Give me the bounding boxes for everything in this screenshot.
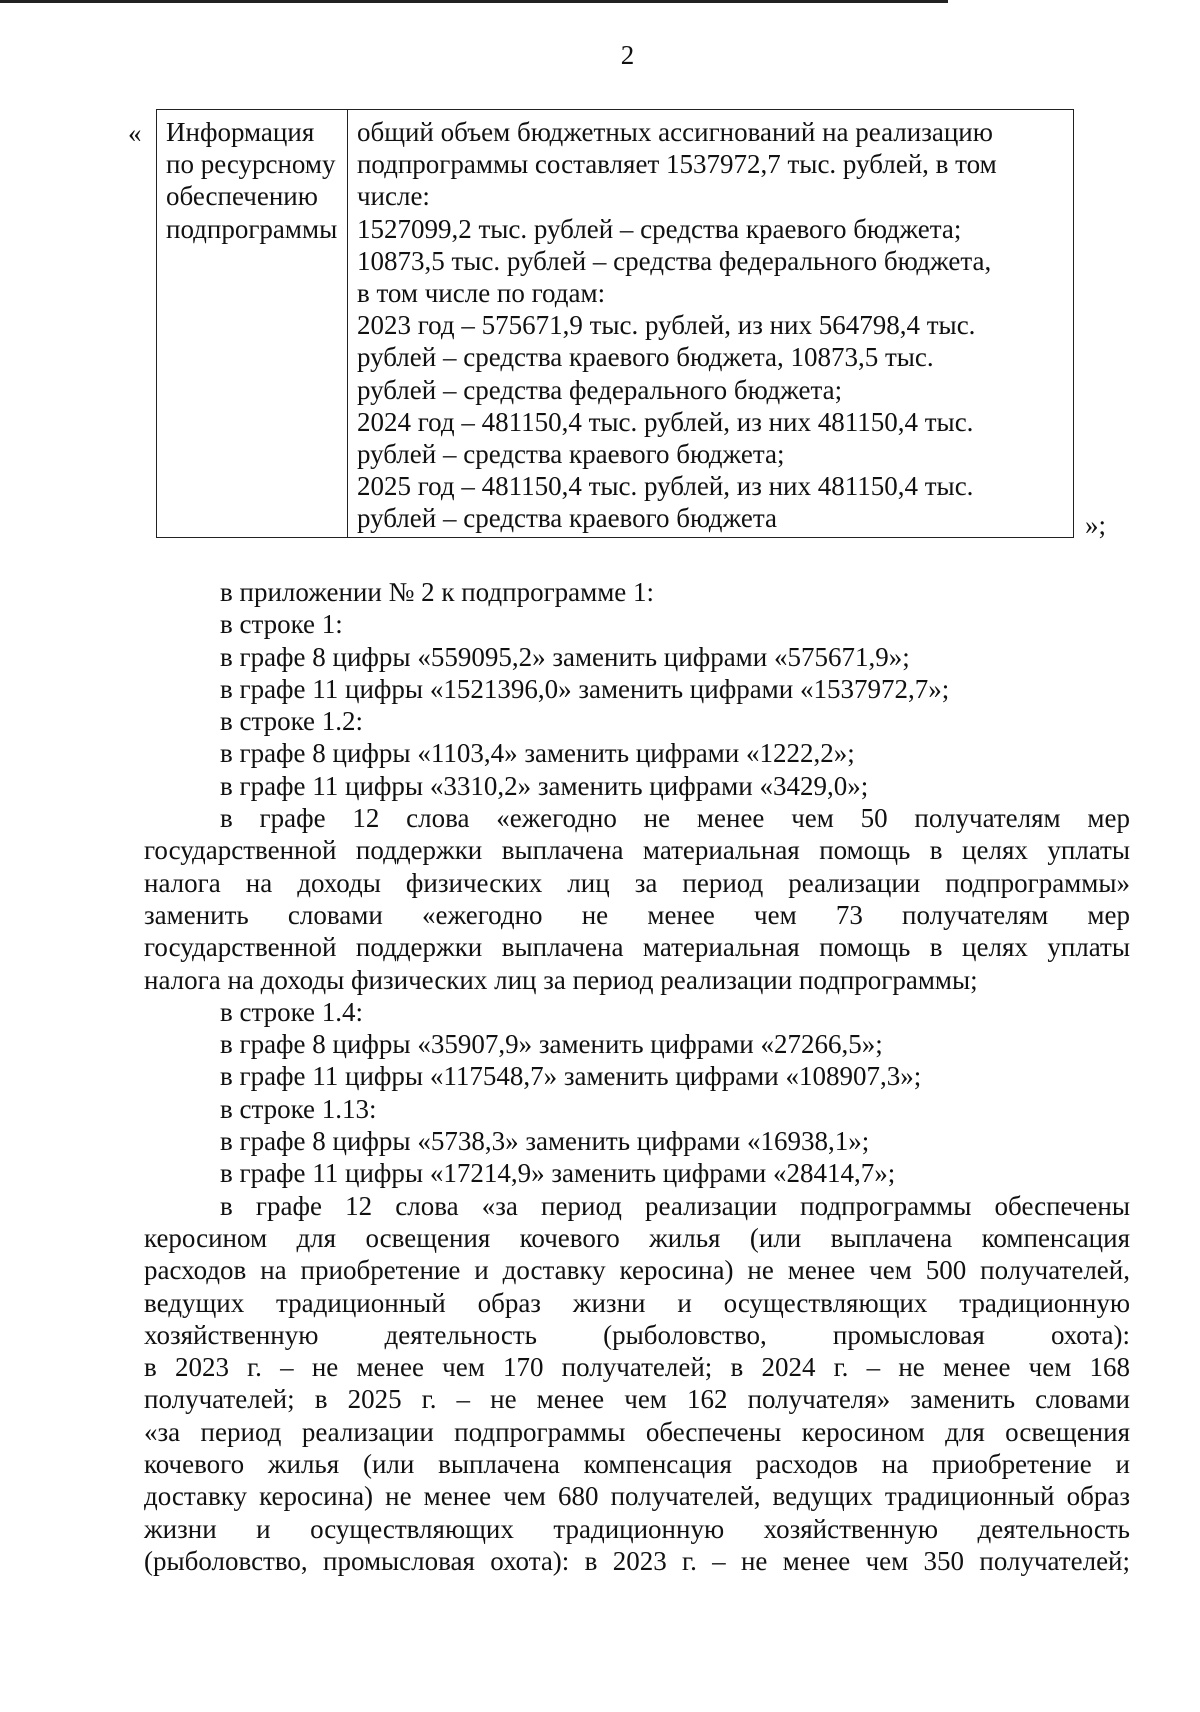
value-line: рублей – средства краевого бюджета, 10873,5 тыс. [356, 342, 934, 373]
paragraph-column-12-row-1-2 [144, 802, 1130, 996]
value-line: рублей – средства краевого бюджета; [356, 439, 785, 470]
value-line: рублей – средства федерального бюджета; [356, 374, 843, 405]
paragraph-line: керосином для освещения кочевого жилья (или выплачена компенсация [144, 1222, 1130, 1253]
table-row [157, 110, 1074, 538]
label-line: обеспечению [166, 181, 318, 212]
opening-quote: « [128, 118, 142, 148]
paragraph-line: жизни и осуществляющих традиционную хозяйственную деятельность [144, 1513, 1130, 1544]
paragraph-line: заменить словами «ежегодно не менее чем 73 получателям мер [144, 899, 1130, 930]
paragraph-line: «за период реализации подпрограммы обеспечены керосином для освещения [144, 1416, 1130, 1447]
closing-quote: »; [1085, 510, 1107, 540]
paragraph-line: хозяйственную деятельность (рыболовство, промысловая охота): [144, 1319, 1130, 1350]
amendment-line: в графе 11 цифры «3310,2» заменить цифрами «3429,0»; [220, 770, 869, 801]
table-value-cell [347, 110, 1073, 538]
amendment-line: в графе 8 цифры «5738,3» заменить цифрами «16938,1»; [220, 1126, 870, 1157]
amendment-line: в графе 8 цифры «559095,2» заменить цифрами «575671,9»; [220, 641, 910, 672]
value-line: 10873,5 тыс. рублей – средства федерального бюджета, [356, 245, 992, 276]
value-line: 2023 год – 575671,9 тыс. рублей, из них 564798,4 тыс. [356, 310, 976, 341]
paragraph-line: получателей; в 2025 г. – не менее чем 162 получателя» заменить словами [144, 1384, 1130, 1415]
amendment-line: в приложении № 2 к подпрограмме 1: [220, 577, 655, 607]
paragraph-line: налога на доходы физических лиц за период реализации подпрограммы; [144, 964, 978, 995]
value-line: в том числе по годам: [356, 278, 606, 309]
value-line: общий объем бюджетных ассигнований на реализацию [356, 117, 993, 147]
amendment-line: в графе 11 цифры «1521396,0» заменить цифрами «1537972,7»; [220, 673, 950, 704]
top-rule [0, 0, 948, 3]
paragraph-line: кочевого жилья (или выплачена компенсация расходов на приобретение и [144, 1449, 1130, 1480]
paragraph-line: доставку керосина) не менее чем 680 получателей, ведущих традиционный образ [144, 1481, 1130, 1512]
paragraph-column-12-row-1-13 [144, 1190, 1130, 1578]
paragraph-line: в 2023 г. – не менее чем 170 получателей; в 2024 г. – не менее чем 168 [144, 1352, 1130, 1383]
amendment-line: в строке 1: [220, 609, 343, 640]
table-label-cell [157, 110, 348, 538]
value-line: числе: [356, 181, 430, 212]
amendment-line: в графе 8 цифры «35907,9» заменить цифрами «27266,5»; [220, 1029, 883, 1060]
value-line: 2024 год – 481150,4 тыс. рублей, из них 481150,4 тыс. [356, 406, 974, 437]
paragraph-line: государственной поддержки выплачена материальная помощь в целях уплаты [144, 932, 1130, 963]
label-line: Информация [166, 117, 315, 147]
amendment-line: в строке 1.13: [220, 1093, 377, 1124]
amendment-line: в графе 11 цифры «117548,7» заменить цифрами «108907,3»; [220, 1061, 922, 1092]
amendments-body [144, 576, 1130, 1577]
paragraph-line: в графе 12 слова «ежегодно не менее чем 50 получателям мер [220, 803, 1130, 834]
value-line: подпрограммы составляет 1537972,7 тыс. рублей, в том [356, 149, 997, 180]
amendment-line: в строке 1.4: [220, 996, 364, 1027]
amendment-line: в графе 11 цифры «17214,9» заменить цифрами «28414,7»; [220, 1158, 896, 1189]
value-line: 1527099,2 тыс. рублей – средства краевого бюджета; [356, 213, 962, 244]
value-line: 2025 год – 481150,4 тыс. рублей, из них 481150,4 тыс. [356, 471, 974, 502]
paragraph-line: расходов на приобретение и доставку керосина) не менее чем 500 получателей, [144, 1255, 1130, 1286]
amendment-line: в графе 8 цифры «1103,4» заменить цифрами «1222,2»; [220, 738, 855, 769]
paragraph-line: (рыболовство, промысловая охота): в 2023 г. – не менее чем 350 получателей; [144, 1545, 1130, 1576]
label-line: подпрограммы [166, 213, 338, 244]
value-line: рублей – средства краевого бюджета [356, 503, 777, 534]
amendment-line: в строке 1.2: [220, 706, 364, 737]
paragraph-line: налога на доходы физических лиц за период реализации подпрограммы» [144, 867, 1130, 898]
label-line: по ресурсному [166, 149, 336, 180]
resource-info-table [156, 109, 1074, 538]
page-number: 2 [620, 40, 635, 70]
paragraph-line: ведущих традиционный образ жизни и осуществляющих традиционную [144, 1287, 1130, 1318]
paragraph-line: в графе 12 слова «за период реализации подпрограммы обеспечены [220, 1190, 1130, 1221]
paragraph-line: государственной поддержки выплачена материальная помощь в целях уплаты [144, 835, 1130, 866]
